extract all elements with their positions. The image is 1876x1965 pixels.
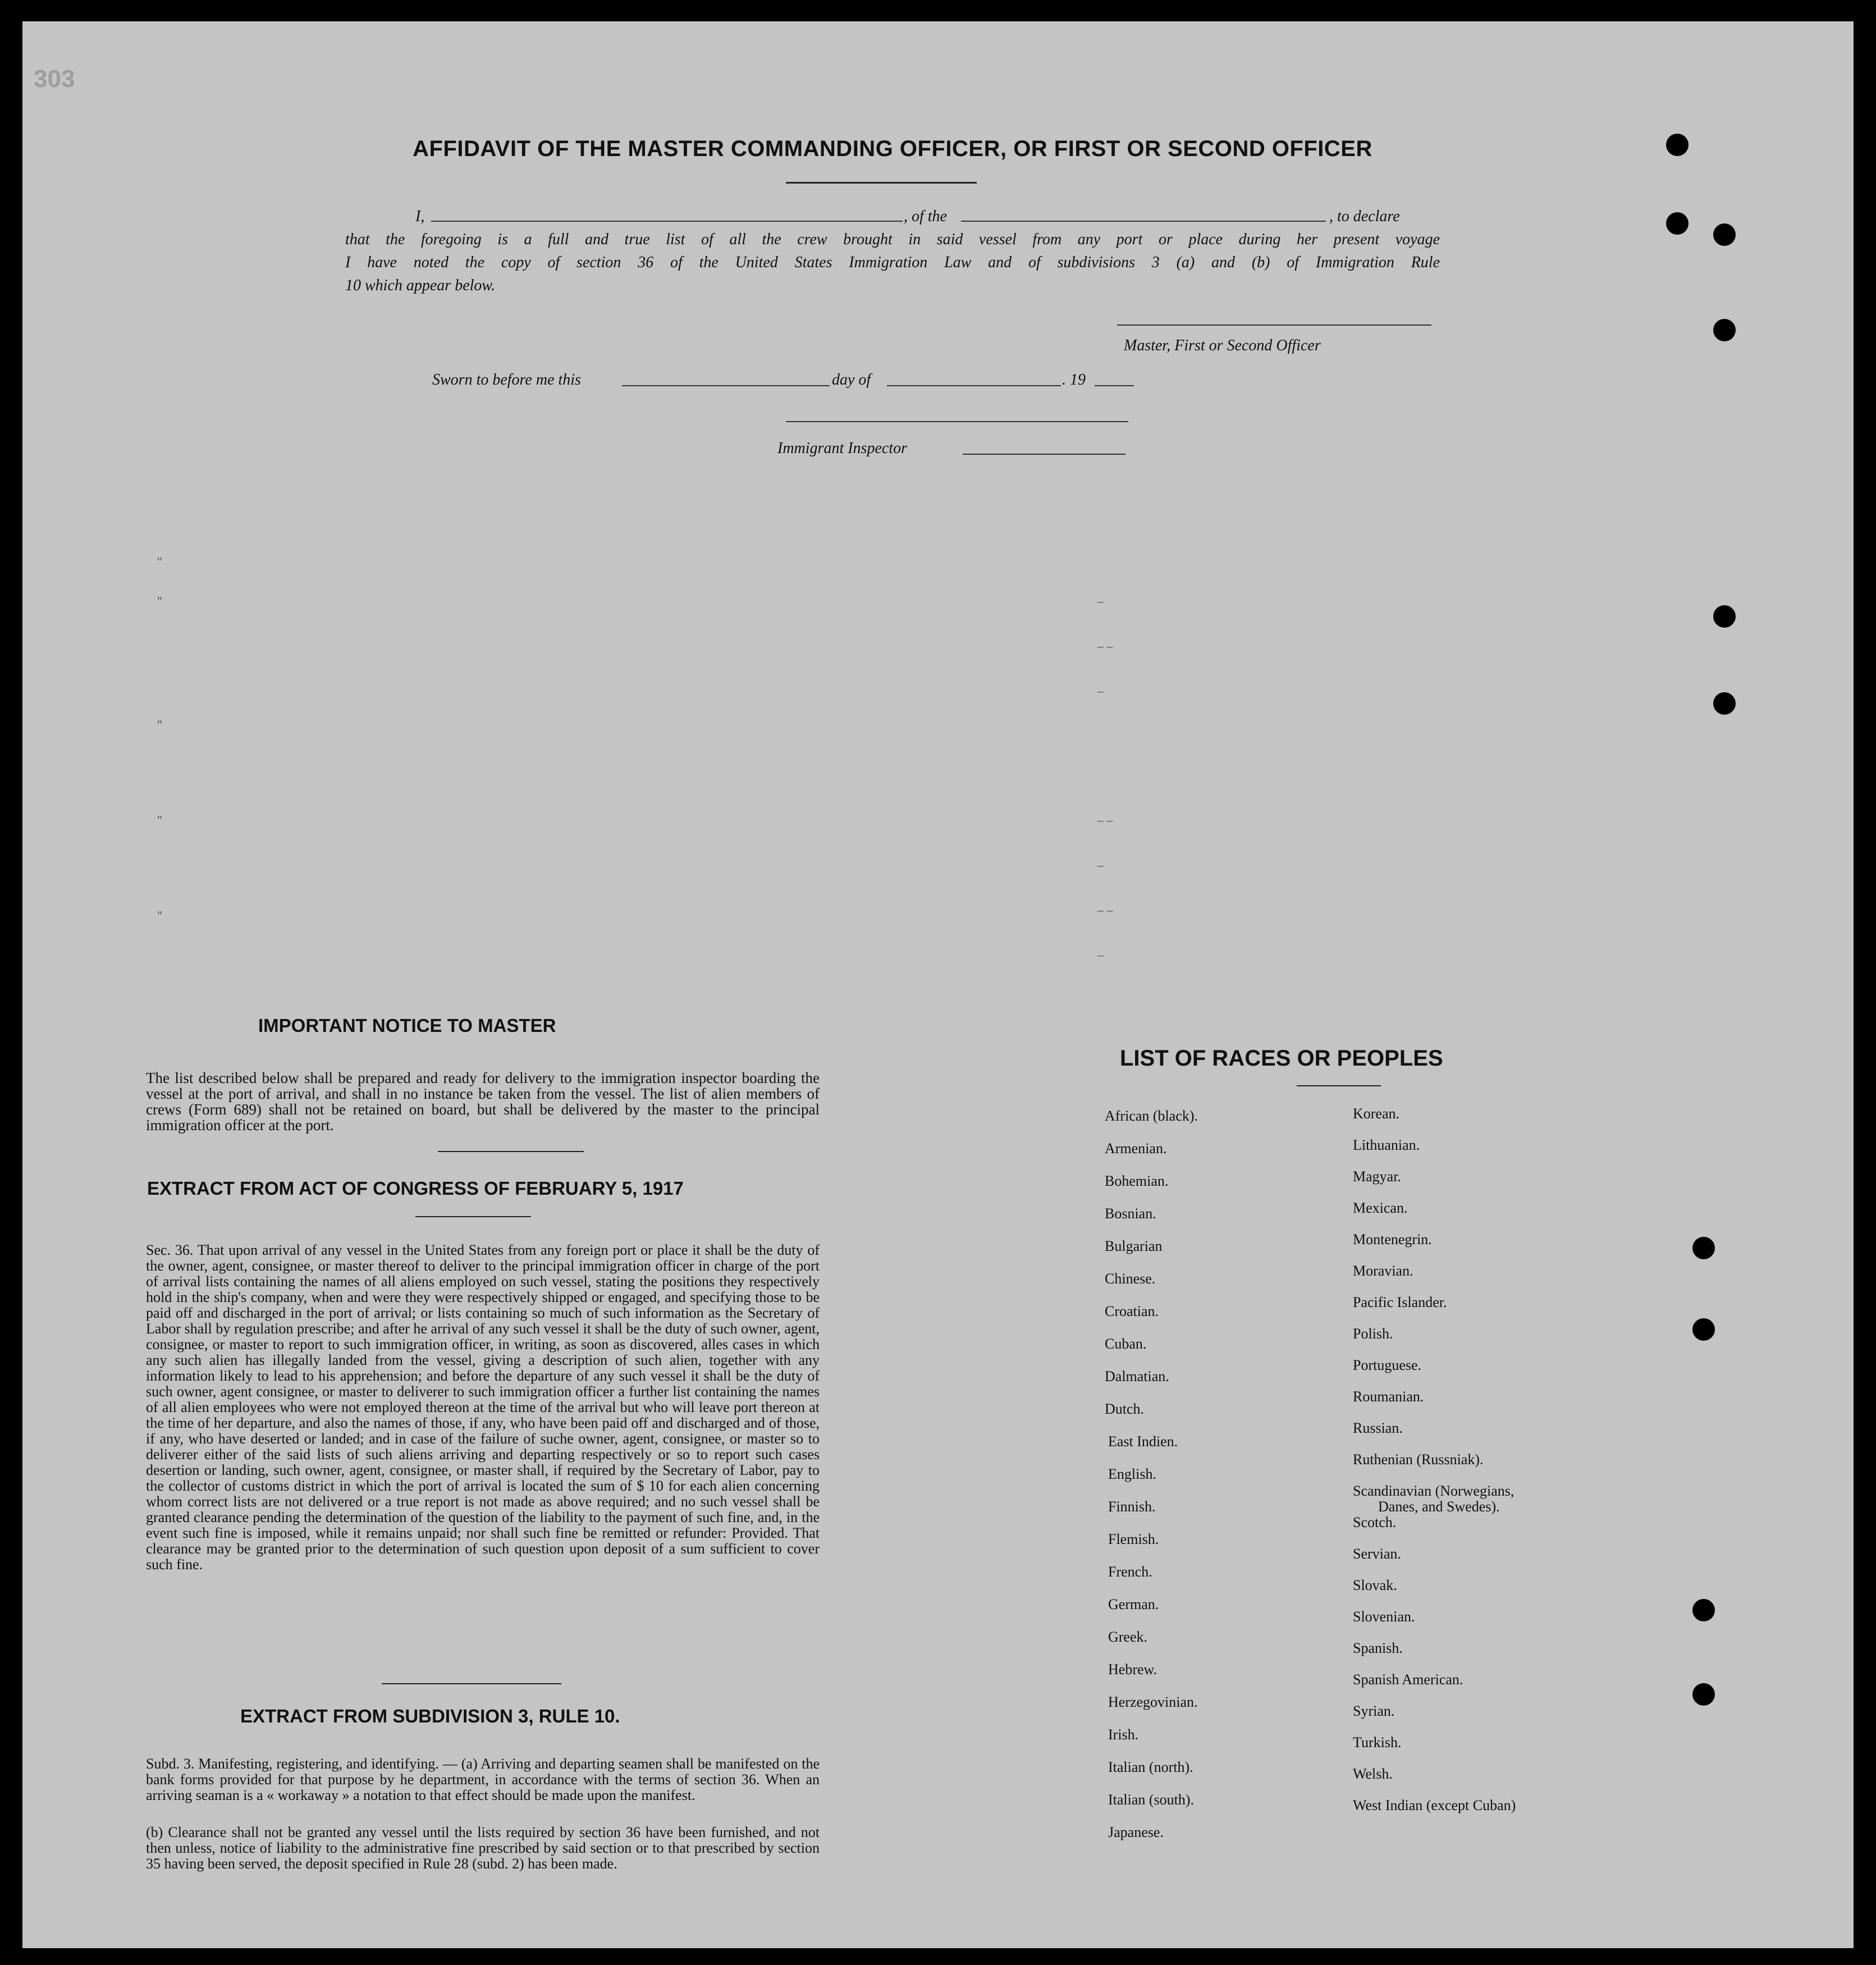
race-item: Bulgarian	[1105, 1238, 1163, 1254]
inspector-label: Immigrant Inspector	[777, 440, 907, 457]
race-item: Scandinavian (Norwegians,	[1353, 1483, 1514, 1499]
race-item: Flemish.	[1108, 1531, 1159, 1547]
affidavit-title: AFFIDAVIT OF THE MASTER COMMANDING OFFICER, OR FIRST OR SECOND OFFICER	[413, 136, 1372, 161]
punch-hole	[1692, 1237, 1715, 1259]
race-item: German.	[1108, 1596, 1159, 1612]
act-end-rule	[382, 1683, 561, 1684]
race-item: Italian (south).	[1108, 1792, 1195, 1808]
notice-title: IMPORTANT NOTICE TO MASTER	[258, 1015, 556, 1036]
notice-rule	[438, 1151, 584, 1152]
punch-hole	[1666, 212, 1689, 235]
punch-hole	[1666, 134, 1689, 156]
sworn-year-field[interactable]	[1095, 385, 1134, 386]
act-extract-rule	[415, 1216, 531, 1217]
race-item: Slovak.	[1353, 1577, 1397, 1593]
inspector-signature-line	[786, 421, 1128, 422]
race-item: Dalmatian.	[1105, 1368, 1169, 1384]
punch-hole	[1713, 319, 1736, 341]
punch-hole	[1692, 1599, 1715, 1621]
title-rule	[786, 182, 977, 184]
race-item: Pacific Islander.	[1353, 1294, 1447, 1310]
race-item: Magyar.	[1353, 1168, 1401, 1185]
race-item: Herzegovinian.	[1108, 1694, 1198, 1710]
document-sheet	[22, 21, 1854, 1948]
bleed-through-text: 303	[34, 65, 75, 93]
punch-hole	[1713, 605, 1736, 628]
ditto-mark: "	[157, 813, 162, 827]
dash-mark: –	[1097, 594, 1104, 608]
master-name-field[interactable]	[431, 221, 903, 222]
rule-extract-text-b: (b) Clearance shall not be granted any vessel until the lists required by section 36 have been furnished, and not then unless, notice of liability to the administrative fine prescribed by said section or to that prescribed by section 35 having been served, the deposit specified in Rule 28 (subd. 2) has been made.	[146, 1824, 820, 1872]
rule-extract-title: EXTRACT FROM SUBDIVISION 3, RULE 10.	[240, 1706, 620, 1726]
signature-label: Master, First or Second Officer	[1124, 337, 1321, 354]
act-extract-text: Sec. 36. That upon arrival of any vessel in the United States from any foreign port or place it shall be the duty of the owner, agent, consignee, or master thereof to deliver to the principal immigration officer in charge of the port of arrival lists containing the names of all aliens employed on such vessel, stating the positions they respectively hold in the ship's company, when and were they were respectively shipped or engaged, and specifying those to be paid off and discharged in the port of arrival; or lists containing so much of such information as the Secretary of Labor shall by regulation prescribe; and after he arrival of any such vessel it shall be the duty of such owner, agent, consignee, or master to report to such immigration officer, in writing, as soon as discovered, alles cases in which any such alien has illegally landed from the vessel, giving a description of such alien, together with any information likely to lead to his apprehension; and before the departure of any such vessel it shall be the duty of such owner, agent consignee, or master to deliverer to such immigration officer a further list containing the names of all alien employees who were not employed thereon at the time of the arrival but who will leave port thereon at the time of her departure, and also the names of those, if any, who have been paid off and discharged and of those, if any, who have deserted or landed; and in case of the failure of suche owner, agent, consignee, or master so to deliverer either of the said lists of such aliens arriving and departing respectively or so to report such cases desertion or landing, such owner, agent, consignee, or master shall, if required by the Secretary of Labor, pay to the collector of customs district in which the port of arrival is located the sum of $ 10 for each alien concerning whom correct lists are not delivered or a true report is not made as above required; and no such vessel shall be granted clearance pending the determination of the question of the liability to the payment of such fine, and, in the event such fine is imposed, while it remains unpaid; nor shall such fine be remitted or refunder: Provided. That clearance may be granted prior to the determination of such question upon deposit of a sum sufficient to cover such fine.	[146, 1242, 820, 1573]
race-item: Armenian.	[1105, 1140, 1167, 1157]
race-item: Italian (north).	[1108, 1759, 1193, 1775]
sworn-label: Sworn to before me this	[432, 371, 581, 389]
dash-mark: –	[1097, 684, 1104, 698]
affidavit-line3: I have noted the copy of section 36 of the United States Immigration Law and of subdivisions 3 (a) and (b) of Immigration Rule	[345, 254, 1440, 271]
ditto-mark: "	[157, 718, 162, 732]
sworn-day-field[interactable]	[622, 385, 830, 386]
race-item: French.	[1108, 1564, 1152, 1580]
race-item: Chinese.	[1105, 1271, 1156, 1287]
races-title: LIST OF RACES OR PEOPLES	[1120, 1046, 1443, 1071]
race-item: Slovenian.	[1353, 1608, 1415, 1625]
affidavit-of-the-label: , of the	[904, 208, 947, 225]
race-item: Lithuanian.	[1353, 1137, 1420, 1153]
race-item: Greek.	[1108, 1629, 1148, 1645]
race-item: Mexican.	[1353, 1200, 1408, 1216]
race-item: Moravian.	[1353, 1263, 1413, 1279]
sworn-day-of-label: day of	[832, 371, 871, 389]
vessel-name-field[interactable]	[961, 221, 1326, 222]
race-item: Irish.	[1108, 1726, 1139, 1743]
race-item: Danes, and Swedes).	[1378, 1498, 1500, 1515]
rule-extract-text-a: Subd. 3. Manifesting, registering, and identifying. — (a) Arriving and departing seamen shall be manifested on the bank forms provided for that purpose by he department, in accordance with the terms of section 36. When an arriving seaman is a « workaway » a notation to that effect should be made upon the manifest.	[146, 1756, 820, 1803]
affidavit-line2: that the foregoing is a full and true list of all the crew brought in said vessel from any port or place during her present voyage	[345, 231, 1440, 248]
race-item: Roumanian.	[1353, 1388, 1424, 1405]
race-item: Spanish American.	[1353, 1671, 1463, 1688]
race-item: Bosnian.	[1105, 1205, 1156, 1222]
race-item: Dutch.	[1105, 1401, 1145, 1417]
ditto-mark: "	[157, 908, 162, 922]
races-rule	[1297, 1085, 1381, 1086]
race-item: Croatian.	[1105, 1303, 1159, 1319]
race-item: East Indien.	[1108, 1433, 1178, 1450]
race-item: Hebrew.	[1108, 1661, 1157, 1678]
race-item: Turkish.	[1353, 1734, 1402, 1751]
sworn-year-prefix: . 19	[1062, 371, 1086, 389]
race-item: West Indian (except Cuban)	[1353, 1797, 1516, 1813]
affidavit-declare-label: , to declare	[1329, 208, 1400, 225]
dash-mark: – –	[1097, 639, 1113, 653]
race-item: Montenegrin.	[1353, 1231, 1432, 1247]
ditto-mark: "	[157, 555, 162, 569]
dash-mark: –	[1097, 948, 1104, 962]
punch-hole	[1713, 692, 1736, 715]
race-item: African (black).	[1105, 1108, 1198, 1124]
race-item: Ruthenian (Russniak).	[1353, 1451, 1484, 1468]
race-item: Bohemian.	[1105, 1173, 1169, 1189]
race-item: Portuguese.	[1353, 1357, 1422, 1373]
affidavit-line4: 10 which appear below.	[345, 277, 496, 294]
race-item: Syrian.	[1353, 1703, 1395, 1719]
punch-hole	[1713, 223, 1736, 246]
race-item: Scotch.	[1353, 1514, 1397, 1530]
dash-mark: – –	[1097, 903, 1113, 917]
affidavit-i-label: I,	[415, 208, 425, 225]
race-item: English.	[1108, 1466, 1156, 1482]
dash-mark: – –	[1097, 813, 1113, 827]
race-item: Cuban.	[1105, 1336, 1147, 1352]
dash-mark: –	[1097, 858, 1104, 872]
act-extract-title: EXTRACT FROM ACT OF CONGRESS OF FEBRUARY 5, 1917	[147, 1178, 684, 1199]
race-item: Welsh.	[1353, 1766, 1393, 1782]
race-item: Japanese.	[1108, 1824, 1164, 1840]
race-item: Polish.	[1353, 1326, 1393, 1342]
race-item: Spanish.	[1353, 1640, 1403, 1656]
race-item: Korean.	[1353, 1105, 1400, 1122]
punch-hole	[1692, 1683, 1715, 1706]
signature-field[interactable]	[1117, 325, 1431, 326]
notice-text: The list described below shall be prepared and ready for delivery to the immigration inspector boarding the vessel at the port of arrival, and shall in no instance be taken from the vessel. The list of alien members of crews (Form 689) shall not be retained on board, but shall be delivered by the master to the principal immigration officer at the port.	[146, 1070, 820, 1134]
inspector-field[interactable]	[963, 454, 1125, 455]
sworn-month-field[interactable]	[887, 385, 1061, 386]
ditto-mark: "	[157, 594, 162, 608]
race-item: Russian.	[1353, 1420, 1403, 1436]
race-item: Finnish.	[1108, 1498, 1156, 1515]
race-item: Servian.	[1353, 1546, 1401, 1562]
punch-hole	[1692, 1318, 1715, 1341]
